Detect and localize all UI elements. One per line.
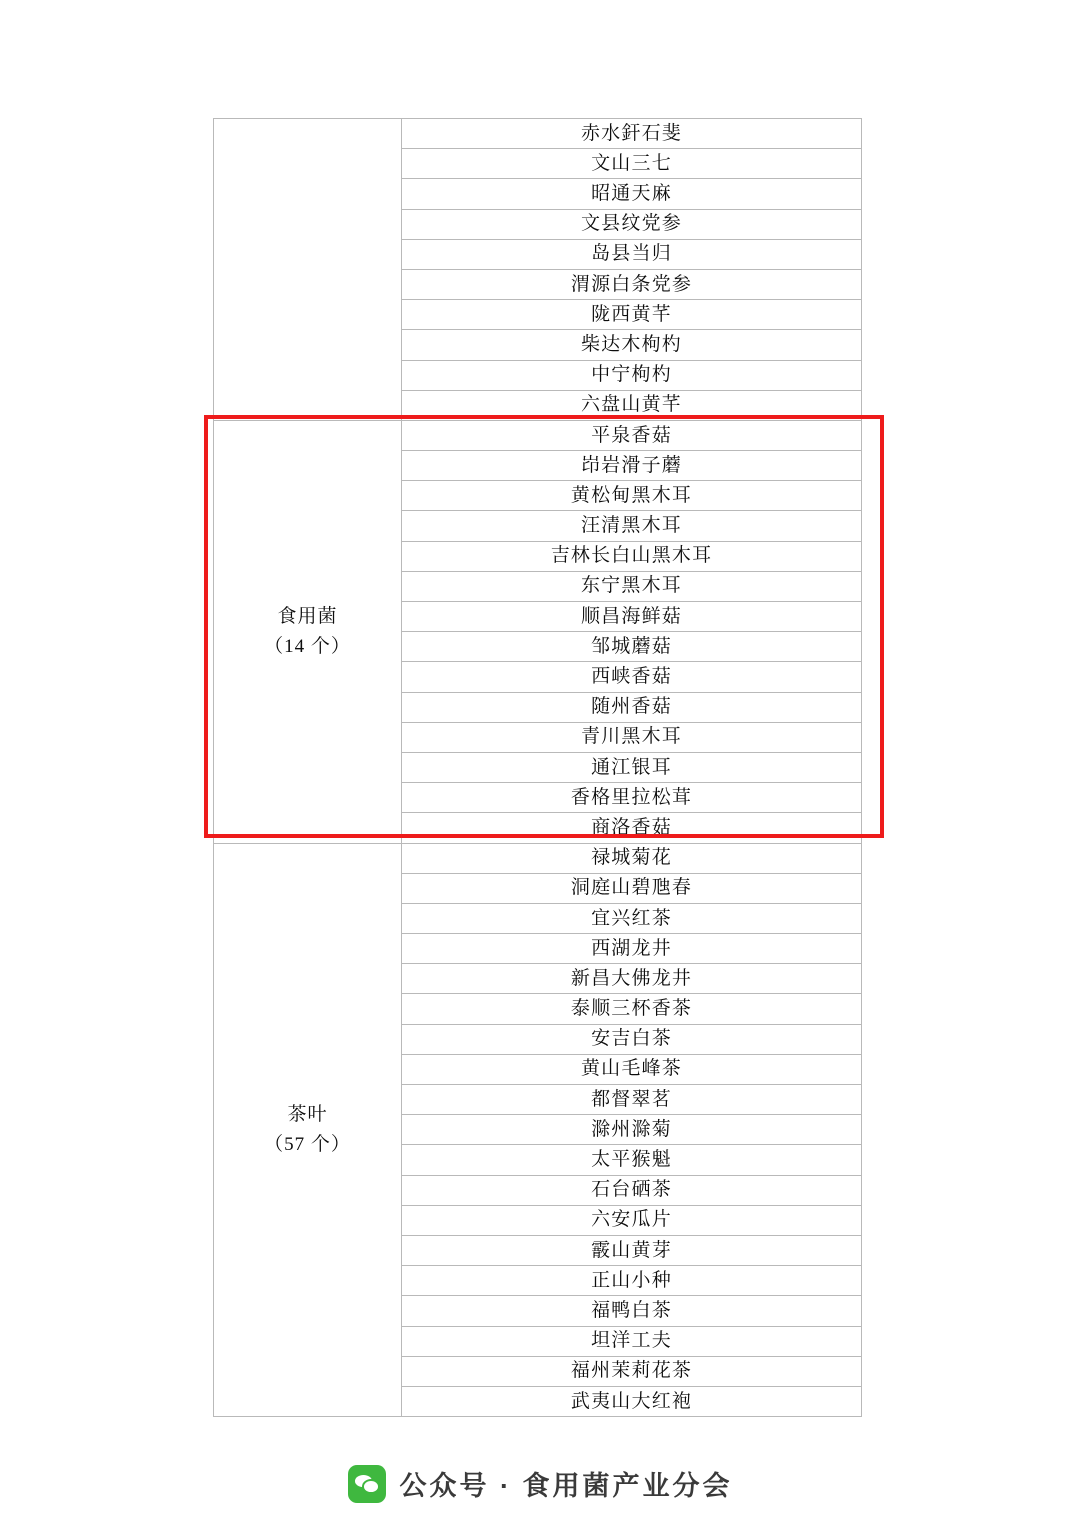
category-cell-edible-fungi bbox=[214, 420, 402, 843]
item-cell: 岇岩滑子蘑 bbox=[402, 451, 862, 481]
item-cell: 渭源白条党参 bbox=[402, 269, 862, 299]
item-cell: 都督翠茗 bbox=[402, 1085, 862, 1115]
category-name: 茶叶 bbox=[287, 1104, 328, 1126]
item-cell: 宜兴红茶 bbox=[402, 903, 862, 933]
category-count: （14 个） bbox=[264, 635, 351, 657]
item-cell: 石台硒茶 bbox=[402, 1175, 862, 1205]
item-cell: 太平猴魁 bbox=[402, 1145, 862, 1175]
item-cell: 安吉白茶 bbox=[402, 1024, 862, 1054]
item-cell: 顺昌海鲜菇 bbox=[402, 602, 862, 632]
catalog-table-wrapper bbox=[213, 118, 861, 1417]
item-cell: 西峡香菇 bbox=[402, 662, 862, 692]
item-cell: 吉林长白山黑木耳 bbox=[402, 541, 862, 571]
item-cell: 文县纹党参 bbox=[402, 209, 862, 239]
item-cell: 东宁黑木耳 bbox=[402, 571, 862, 601]
item-cell: 禄城菊花 bbox=[402, 843, 862, 873]
category-count: （57 个） bbox=[264, 1133, 351, 1155]
wechat-icon bbox=[348, 1465, 386, 1503]
item-cell: 新昌大佛龙井 bbox=[402, 964, 862, 994]
item-cell: 邹城蘑菇 bbox=[402, 632, 862, 662]
item-cell: 洞庭山碧虺春 bbox=[402, 873, 862, 903]
item-cell: 通江银耳 bbox=[402, 752, 862, 782]
table-row bbox=[214, 420, 862, 450]
item-cell: 正山小种 bbox=[402, 1266, 862, 1296]
item-cell: 柴达木枸杓 bbox=[402, 330, 862, 360]
catalog-table bbox=[213, 118, 862, 1417]
item-cell: 青川黑木耳 bbox=[402, 722, 862, 752]
item-cell: 文山三七 bbox=[402, 149, 862, 179]
item-cell: 六盘山黄芊 bbox=[402, 390, 862, 420]
item-cell: 岛县当归 bbox=[402, 239, 862, 269]
item-cell: 霰山黄芽 bbox=[402, 1235, 862, 1265]
item-cell: 黄松甸黑木耳 bbox=[402, 481, 862, 511]
category-name: 食用菌 bbox=[277, 606, 338, 628]
item-cell: 陇西黄芊 bbox=[402, 300, 862, 330]
item-cell: 黄山毛峰茶 bbox=[402, 1054, 862, 1084]
table-row bbox=[214, 119, 862, 149]
category-cell-tea bbox=[214, 843, 402, 1417]
item-cell: 福州茉莉花茶 bbox=[402, 1356, 862, 1386]
item-cell: 中宁枸杓 bbox=[402, 360, 862, 390]
item-cell: 坦洋工夫 bbox=[402, 1326, 862, 1356]
item-cell: 商洛香菇 bbox=[402, 813, 862, 843]
item-cell: 香格里拉松茸 bbox=[402, 783, 862, 813]
item-cell: 平泉香菇 bbox=[402, 420, 862, 450]
item-cell: 武夷山大红袍 bbox=[402, 1386, 862, 1416]
item-cell: 六安瓜片 bbox=[402, 1205, 862, 1235]
footer-text: 公众号 · 食用菌产业分会 bbox=[399, 1471, 733, 1501]
item-cell: 福鸭白茶 bbox=[402, 1296, 862, 1326]
table-row bbox=[214, 843, 862, 873]
footer-watermark bbox=[0, 1464, 1080, 1503]
item-cell: 昭通天麻 bbox=[402, 179, 862, 209]
item-cell: 赤水釬石斐 bbox=[402, 119, 862, 149]
item-cell: 汪清黑木耳 bbox=[402, 511, 862, 541]
category-cell-continued bbox=[214, 119, 402, 421]
item-cell: 滁州滁菊 bbox=[402, 1115, 862, 1145]
catalog-table-body bbox=[214, 119, 862, 1417]
item-cell: 随州香菇 bbox=[402, 692, 862, 722]
item-cell: 泰顺三杯香茶 bbox=[402, 994, 862, 1024]
item-cell: 西湖龙井 bbox=[402, 934, 862, 964]
